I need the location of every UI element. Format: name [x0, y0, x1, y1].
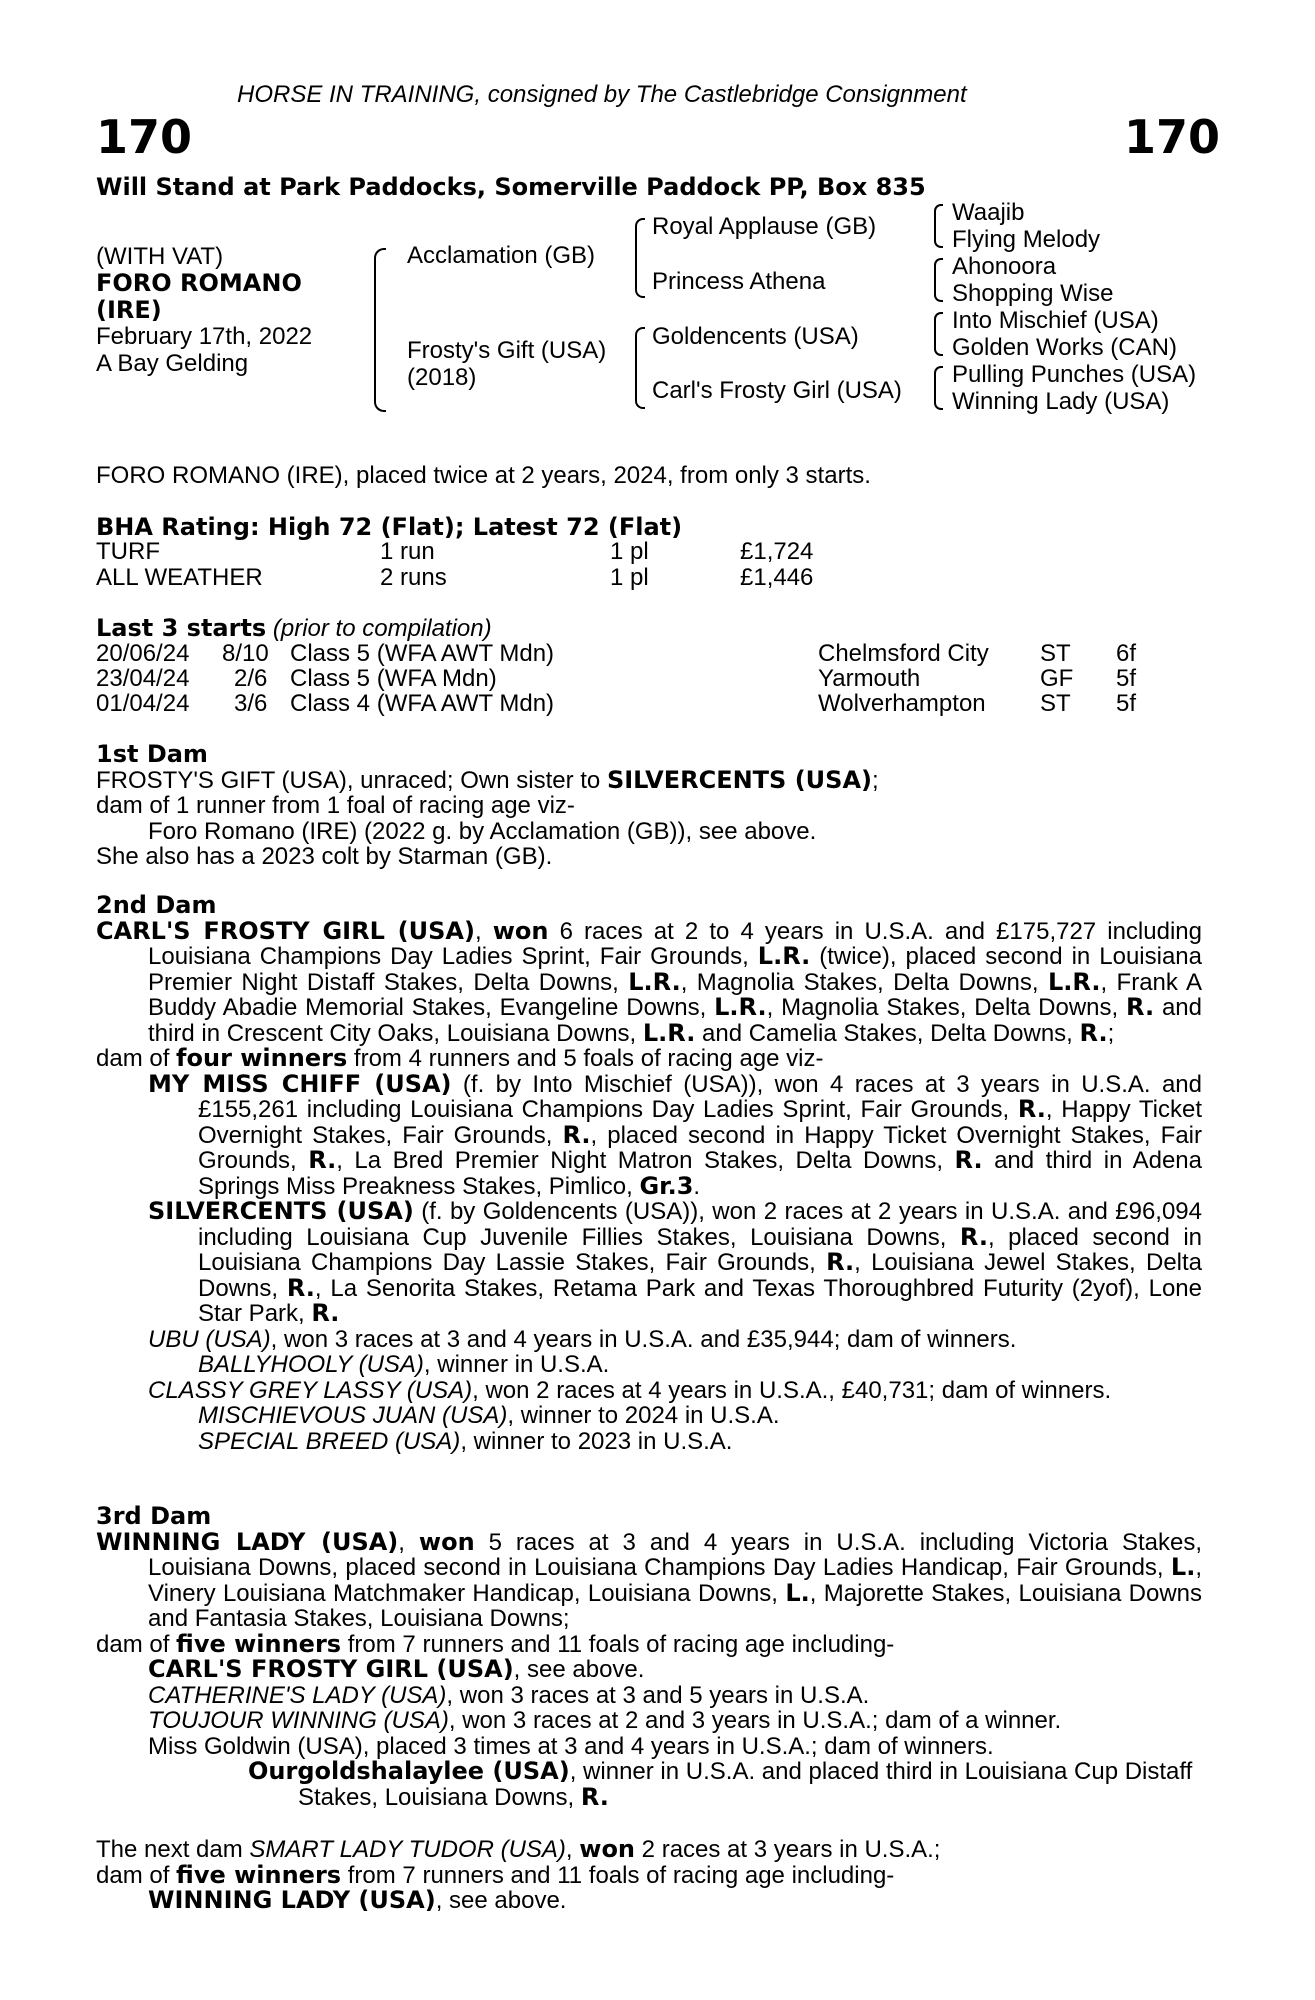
produce-name: SILVERCENTS (USA) — [148, 1197, 414, 1225]
text: , won 3 races at 3 and 4 years in U.S.A. and £35,944; dam of winners. — [270, 1325, 1017, 1353]
next-dam-produce-line — [96, 1860, 1202, 1889]
text: , see above. — [435, 1887, 567, 1914]
second-dam-name: CARL'S FROSTY GIRL (USA) — [96, 916, 475, 945]
text: , won 2 races at 4 years in U.S.A., £40,731; dam of winners. — [472, 1376, 1112, 1404]
text: from 4 runners and 5 foals of racing age viz- — [347, 1045, 824, 1072]
restricted-label: R. — [1079, 1018, 1108, 1047]
won-label: won — [579, 1835, 636, 1863]
rating-placings: 1 pl — [610, 538, 649, 565]
last-starts-heading — [96, 615, 492, 642]
pedigree-brace-ds — [934, 312, 943, 356]
pedigree-ddd: Winning Lady (USA) — [952, 388, 1170, 415]
listed-label: L.R. — [642, 1018, 696, 1047]
pedigree-dam: Frosty's Gift (USA) — [407, 337, 607, 364]
produce-name: CATHERINE'S LADY (USA) — [148, 1681, 447, 1709]
text: from 7 runners and 11 foals of racing age including- — [341, 1861, 895, 1889]
text: , see above. — [513, 1656, 645, 1683]
text: , winner to 2024 in U.S.A. — [507, 1402, 780, 1429]
pedigree-sire-sire: Royal Applause (GB) — [652, 213, 877, 240]
lot-number-left: 170 — [96, 110, 193, 164]
third-dam-name: WINNING LADY (USA) — [96, 1527, 399, 1556]
start-date: 01/04/24 — [96, 690, 190, 717]
text: , — [565, 1836, 580, 1863]
text: 6 races at 2 to 4 years in U.S.A. and £175,727 including Louisiana Champions Day Ladies Sprint, Fair Grounds, — [148, 917, 1202, 970]
third-dam-heading: 3rd Dam — [96, 1502, 212, 1530]
text: , winner to 2023 in U.S.A. — [460, 1427, 733, 1455]
produce-name: MY MISS CHIFF (USA) — [148, 1069, 452, 1098]
start-course: Yarmouth — [818, 665, 921, 692]
stand-location: Will Stand at Park Paddocks, Somerville Paddock PP, Box 835 — [96, 173, 926, 201]
produce-mischievous-juan — [198, 1403, 1202, 1429]
produce-silvercents — [148, 1199, 1202, 1327]
produce-classy-grey-lassy — [148, 1378, 1202, 1404]
pedigree-dsd: Golden Works (CAN) — [952, 334, 1177, 361]
first-dam-produce-line: dam of 1 runner from 1 foal of racing age viz- — [96, 792, 575, 819]
winners-count: four winners — [176, 1044, 348, 1072]
produce-name: Ourgoldshalaylee (USA) — [248, 1757, 570, 1785]
pedigree-sss: Waajib — [952, 199, 1025, 226]
start-going: GF — [1040, 665, 1074, 692]
pedigree-brace-main — [374, 248, 386, 412]
start-position: 3/6 — [234, 690, 268, 717]
pedigree-dam-year: (2018) — [407, 364, 477, 391]
listed-label: L.R. — [714, 993, 767, 1021]
produce-miss-goldwin: Miss Goldwin (USA), placed 3 times at 3 and 4 years in U.S.A.; dam of winners. — [148, 1732, 994, 1760]
text: , won 3 races at 2 and 3 years in U.S.A.; dam of a winner. — [448, 1707, 1062, 1734]
punct: ; — [871, 766, 879, 794]
lot-number-right: 170 — [1124, 110, 1221, 164]
restricted-label: R. — [954, 1146, 983, 1174]
rating-placings: 1 pl — [610, 564, 649, 591]
first-dam-line — [96, 765, 1202, 794]
start-course: Chelmsford City — [818, 640, 989, 667]
text: , Louisiana Jewel Stakes, Delta Downs, — [198, 1249, 1203, 1302]
second-dam-heading: 2nd Dam — [96, 891, 217, 919]
won-label: won — [418, 1527, 475, 1556]
produce-special-breed — [198, 1429, 1202, 1455]
pedigree-sdd: Shopping Wise — [952, 280, 1114, 307]
race-summary: FORO ROMANO (IRE), placed twice at 2 years, 2024, from only 3 starts. — [96, 462, 871, 489]
restricted-label: R. — [1017, 1095, 1046, 1123]
produce-name: CLASSY GREY LASSY (USA) — [148, 1376, 473, 1404]
produce-name: WINNING LADY (USA) — [148, 1886, 436, 1914]
produce-name: MISCHIEVOUS JUAN (USA) — [198, 1402, 508, 1429]
listed-label: L.R. — [628, 967, 681, 996]
next-dam-section — [96, 1837, 1202, 1914]
produce-ballyhooly — [198, 1352, 1202, 1378]
rating-surface: TURF — [96, 538, 160, 565]
pedigree-ssd: Flying Melody — [952, 226, 1101, 253]
start-race: Class 5 (WFA Mdn) — [290, 665, 497, 692]
text: from 7 runners and 11 foals of racing age including- — [341, 1630, 895, 1658]
produce-ourgoldshalaylee — [248, 1759, 1202, 1810]
start-date: 23/04/24 — [96, 665, 190, 692]
first-dam-section — [96, 742, 1202, 870]
rating-runs: 2 runs — [380, 564, 447, 591]
restricted-label: R. — [308, 1146, 337, 1174]
pedigree-dds: Pulling Punches (USA) — [952, 361, 1197, 388]
start-position: 8/10 — [222, 640, 269, 667]
winners-count: five winners — [176, 1629, 342, 1658]
horse-description: A Bay Gelding — [96, 350, 249, 377]
text: , placed second in Louisiana Champions Day Lassie Stakes, Fair Grounds, — [198, 1223, 1203, 1276]
text: 2 races at 3 years in U.S.A.; — [635, 1836, 941, 1863]
listed-label: L. — [1170, 1553, 1196, 1581]
start-course: Wolverhampton — [818, 690, 986, 717]
text: (f. by Goldencents (USA)), won 2 races at 2 years in U.S.A. and £96,094 including Louisiana Cup Juvenile Fillies Stakes, Louisiana Downs, — [198, 1198, 1202, 1251]
start-going: ST — [1040, 690, 1071, 717]
vat-note: (WITH VAT) — [96, 243, 224, 270]
restricted-label: R. — [1126, 993, 1155, 1021]
won-label: won — [492, 916, 549, 945]
text: ; — [1107, 1019, 1115, 1047]
text: , Vinery Louisiana Matchmaker Handicap, Louisiana Downs, — [148, 1554, 1202, 1607]
rating-runs: 1 run — [380, 538, 435, 565]
punct: . — [693, 1172, 701, 1200]
rating-surface: ALL WEATHER — [96, 564, 263, 591]
text: 5 races at 3 and 4 years in U.S.A. including Victoria Stakes, Louisiana Downs, placed second in Louisiana Champions Day Ladies Handicap, Fair Grounds, — [148, 1528, 1202, 1581]
first-dam-note: She also has a 2023 colt by Starman (GB). — [96, 843, 553, 870]
listed-label: L. — [785, 1578, 810, 1607]
consignment-line: HORSE IN TRAINING, consigned by The Castlebridge Consignment — [237, 81, 967, 108]
start-going: ST — [1040, 640, 1071, 667]
winners-count: five winners — [176, 1860, 342, 1889]
first-dam-heading: 1st Dam — [96, 740, 208, 768]
restricted-label: R. — [311, 1299, 340, 1327]
rating-earnings: £1,446 — [740, 564, 814, 591]
pedigree-dam-sire: Goldencents (USA) — [652, 323, 859, 350]
restricted-label: R. — [286, 1273, 315, 1302]
text: (twice), placed second in Louisiana Premier Night Distaff Stakes, Delta Downs, — [148, 943, 1203, 996]
text: , Frank A Buddy Abadie Memorial Stakes, Evangeline Downs, — [148, 968, 1202, 1021]
text: , La Senorita Stakes, Retama Park and Texas Thoroughbred Futurity (2yof), Lone Star Park, — [198, 1274, 1202, 1327]
text: and third in Adena Springs Miss Preakness Stakes, Pimlico, — [198, 1147, 1203, 1200]
third-dam-section — [96, 1504, 1202, 1810]
listed-label: L.R. — [1048, 967, 1101, 996]
bha-rating: BHA Rating: High 72 (Flat); Latest 72 (Flat) — [96, 513, 683, 541]
text: , Majorette Stakes, Louisiana Downs and Fantasia Stakes, Louisiana Downs; — [148, 1579, 1203, 1632]
produce-carls-frosty-girl — [148, 1657, 1202, 1683]
listed-label: L.R. — [757, 942, 811, 970]
text: , La Bred Premier Night Matron Stakes, Delta Downs, — [336, 1147, 955, 1174]
restricted-label: R. — [562, 1120, 591, 1149]
produce-ubu — [148, 1327, 1202, 1353]
restricted-label: R. — [580, 1782, 609, 1811]
produce-my-miss-chiff — [148, 1069, 1203, 1200]
produce-catherines-lady — [148, 1683, 1202, 1709]
text: dam of — [96, 1630, 177, 1658]
pedigree-brace-sd — [934, 258, 943, 302]
next-dam-record — [96, 1837, 1202, 1863]
text: dam of — [96, 1861, 177, 1889]
produce-name: SPECIAL BREED (USA) — [198, 1427, 461, 1455]
text: The next dam — [96, 1836, 250, 1863]
pedigree-sire-dam: Princess Athena — [652, 268, 826, 295]
restricted-label: R. — [959, 1222, 988, 1251]
start-date: 20/06/24 — [96, 640, 190, 667]
start-distance: 5f — [1116, 665, 1137, 692]
third-dam-record: WINNING LADY (USA), won 5 races at 3 and 4 years in U.S.A. including Victoria Stakes, Louisiana Downs, placed second in Louisiana Champions Day Ladies Handicap, Fair Grounds, L., Vinery Louisiana Matchmaker Handicap, Louisiana Downs, L., Majorette Stakes, Louisiana Downs and Fantasia Stakes, Louisiana Downs; — [96, 1527, 1203, 1632]
text: and Camelia Stakes, Delta Downs, — [695, 1019, 1080, 1047]
produce-toujour-winning — [148, 1708, 1202, 1734]
restricted-label: R. — [826, 1248, 855, 1276]
horse-name: FORO ROMANO — [96, 269, 302, 297]
text: (f. by Into Mischief (USA)), won 4 races at 3 years in U.S.A. and £155,261 including Louisiana Champions Day Ladies Sprint, Fair Grounds, — [198, 1070, 1202, 1123]
text: , placed second in Happy Ticket Overnight Stakes, Fair Grounds, — [198, 1121, 1202, 1174]
last-starts-title: Last 3 starts — [96, 614, 267, 642]
first-dam-text: FROSTY'S GIFT (USA), unraced; Own sister to — [96, 766, 607, 794]
pedigree-brace-dam — [635, 327, 645, 409]
third-dam-produce-line — [96, 1629, 1202, 1658]
text: , Magnolia Stakes, Delta Downs, — [680, 968, 1048, 996]
last-starts-note: (prior to compilation) — [272, 615, 492, 642]
text: , winner in U.S.A. — [423, 1351, 610, 1378]
horse-country: (IRE) — [96, 296, 162, 324]
start-distance: 6f — [1116, 640, 1137, 667]
start-race: Class 4 (WFA AWT Mdn) — [290, 690, 555, 717]
produce-name: TOUJOUR WINNING (USA) — [148, 1707, 449, 1734]
pedigree-brace-ss — [934, 204, 943, 248]
text: , Happy Ticket Overnight Stakes, Fair Grounds, — [198, 1096, 1202, 1149]
text: , won 3 races at 3 and 5 years in U.S.A. — [446, 1681, 870, 1709]
first-dam-produce: Foro Romano (IRE) (2022 g. by Acclamation (GB)), see above. — [148, 817, 817, 845]
text: and third in Crescent City Oaks, Louisiana Downs, — [148, 994, 1202, 1047]
produce-winning-lady — [148, 1888, 1202, 1914]
next-dam-name: SMART LADY TUDOR (USA) — [249, 1836, 566, 1863]
pedigree-brace-dd — [934, 366, 943, 410]
rating-earnings: £1,724 — [740, 538, 814, 565]
second-dam-record: CARL'S FROSTY GIRL (USA), won 6 races at 2 to 4 years in U.S.A. and £175,727 including Louisiana Champions Day Ladies Sprint, Fair Grounds, L.R. (twice), placed second in Louisiana Premier Night Distaff Stakes, Delta Downs, L.R., Magnolia Stakes, Delta Downs, L.R., Frank A Buddy Abadie Memorial Stakes, Evangeline Downs, L.R., Magnolia Stakes, Delta Downs, R. and third in Crescent City Oaks, Louisiana Downs, L.R. and Camelia Stakes, Delta Downs, R.; — [96, 916, 1203, 1047]
text: , winner in U.S.A. and placed third in Louisiana Cup Distaff Stakes, Louisiana Downs, — [298, 1758, 1193, 1811]
text: dam of — [96, 1045, 177, 1072]
pedigree-brace-sire — [635, 218, 645, 298]
pedigree-dam-dam: Carl's Frosty Girl (USA) — [652, 377, 902, 404]
second-dam-section — [96, 893, 1202, 1454]
start-position: 2/6 — [234, 665, 268, 692]
foaling-date: February 17th, 2022 — [96, 323, 313, 350]
group-label: Gr.3 — [639, 1171, 694, 1200]
pedigree-sire: Acclamation (GB) — [407, 242, 596, 269]
second-dam-produce-line — [96, 1046, 1202, 1072]
produce-name: CARL'S FROSTY GIRL (USA) — [148, 1655, 514, 1683]
start-distance: 5f — [1116, 690, 1137, 717]
pedigree-sds: Ahonoora — [952, 253, 1057, 280]
pedigree-dss: Into Mischief (USA) — [952, 307, 1159, 334]
sister-name: SILVERCENTS (USA) — [606, 765, 872, 794]
start-race: Class 5 (WFA AWT Mdn) — [290, 640, 555, 667]
text: , Magnolia Stakes, Delta Downs, — [766, 994, 1127, 1021]
produce-name: UBU (USA) — [148, 1325, 271, 1353]
produce-name: BALLYHOOLY (USA) — [198, 1351, 424, 1378]
